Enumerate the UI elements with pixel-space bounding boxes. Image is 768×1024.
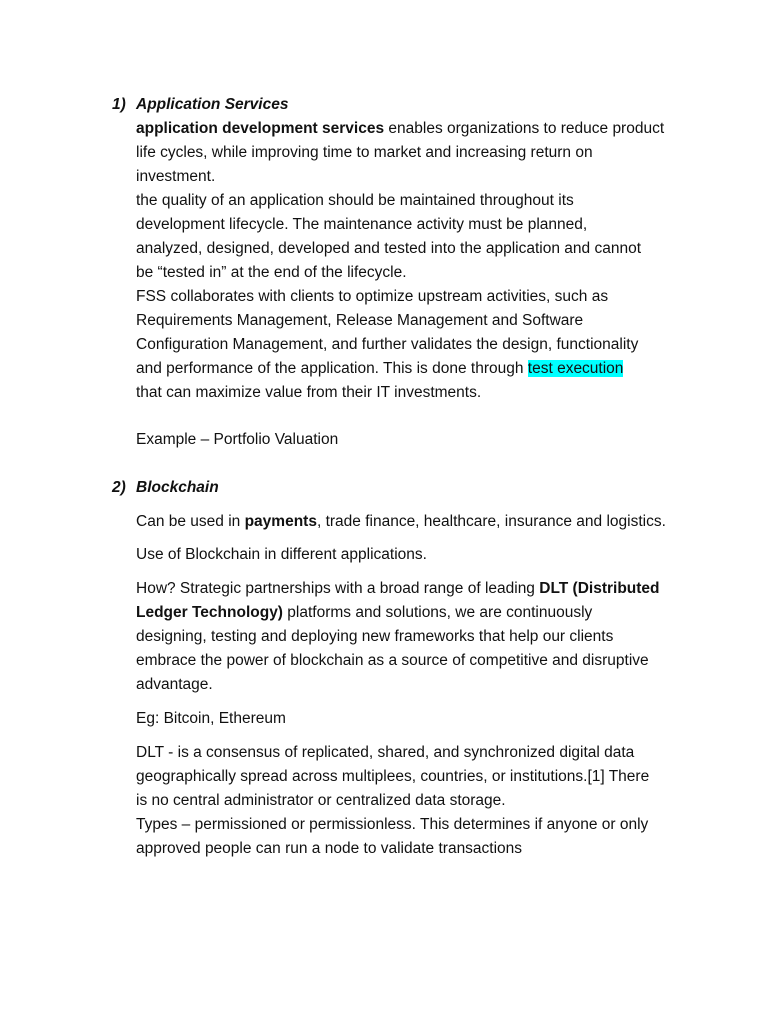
paragraph-line <box>136 117 664 141</box>
paragraph-line: be “tested in” at the end of the lifecycle. <box>136 264 407 281</box>
section-heading-application-services <box>112 93 288 117</box>
paragraph-line: development lifecycle. The maintenance activity must be planned, <box>136 216 588 233</box>
paragraph-line <box>136 601 592 625</box>
paragraph-line: is no central administrator or centralized data storage. <box>136 792 506 809</box>
paragraph-line: Eg: Bitcoin, Ethereum <box>136 710 286 727</box>
paragraph-line: that can maximize value from their IT investments. <box>136 384 482 401</box>
paragraph-line: Requirements Management, Release Management and Software <box>136 312 584 329</box>
paragraph-line: investment. <box>136 168 216 185</box>
section-number: 2) <box>112 479 126 496</box>
paragraph-line: life cycles, while improving time to market and increasing return on <box>136 144 593 161</box>
paragraph-line <box>136 357 623 381</box>
paragraph-line: advantage. <box>136 676 213 693</box>
example-line: Example – Portfolio Valuation <box>136 431 339 448</box>
bold-term: Ledger Technology) <box>136 604 283 621</box>
line-text: , trade finance, healthcare, insurance and logistics. <box>316 513 666 530</box>
paragraph-line <box>136 577 660 601</box>
line-text: platforms and solutions, we are continuously <box>282 604 593 621</box>
paragraph-line <box>136 510 666 534</box>
bold-term: payments <box>244 513 317 530</box>
highlighted-text: test execution <box>527 360 624 377</box>
section-heading-blockchain <box>112 476 219 500</box>
section-title: Application Services <box>136 96 289 113</box>
section-number: 1) <box>112 96 126 113</box>
paragraph-line: DLT - is a consensus of replicated, shared, and synchronized digital data <box>136 744 635 761</box>
paragraph-line: designing, testing and deploying new frameworks that help our clients <box>136 628 614 645</box>
line-text: enables organizations to reduce product <box>384 120 665 137</box>
paragraph-line: approved people can run a node to validate transactions <box>136 840 523 857</box>
paragraph-line: embrace the power of blockchain as a source of competitive and disruptive <box>136 652 649 669</box>
line-text: and performance of the application. This is done through <box>136 360 528 377</box>
section-title: Blockchain <box>136 479 219 496</box>
paragraph-line: FSS collaborates with clients to optimize upstream activities, such as <box>136 288 609 305</box>
line-text: Can be used in <box>136 513 245 530</box>
bold-term: DLT (Distributed <box>539 580 660 597</box>
paragraph-line: Types – permissioned or permissionless. This determines if anyone or only <box>136 816 649 833</box>
paragraph-line: analyzed, designed, developed and tested into the application and cannot <box>136 240 641 257</box>
paragraph-line: geographically spread across multiplees, countries, or institutions.[1] There <box>136 768 650 785</box>
paragraph-line: the quality of an application should be maintained throughout its <box>136 192 574 209</box>
line-text: How? Strategic partnerships with a broad range of leading <box>136 580 540 597</box>
paragraph-line: Use of Blockchain in different applications. <box>136 546 427 563</box>
bold-term: application development services <box>136 120 385 137</box>
paragraph-line: Configuration Management, and further validates the design, functionality <box>136 336 639 353</box>
